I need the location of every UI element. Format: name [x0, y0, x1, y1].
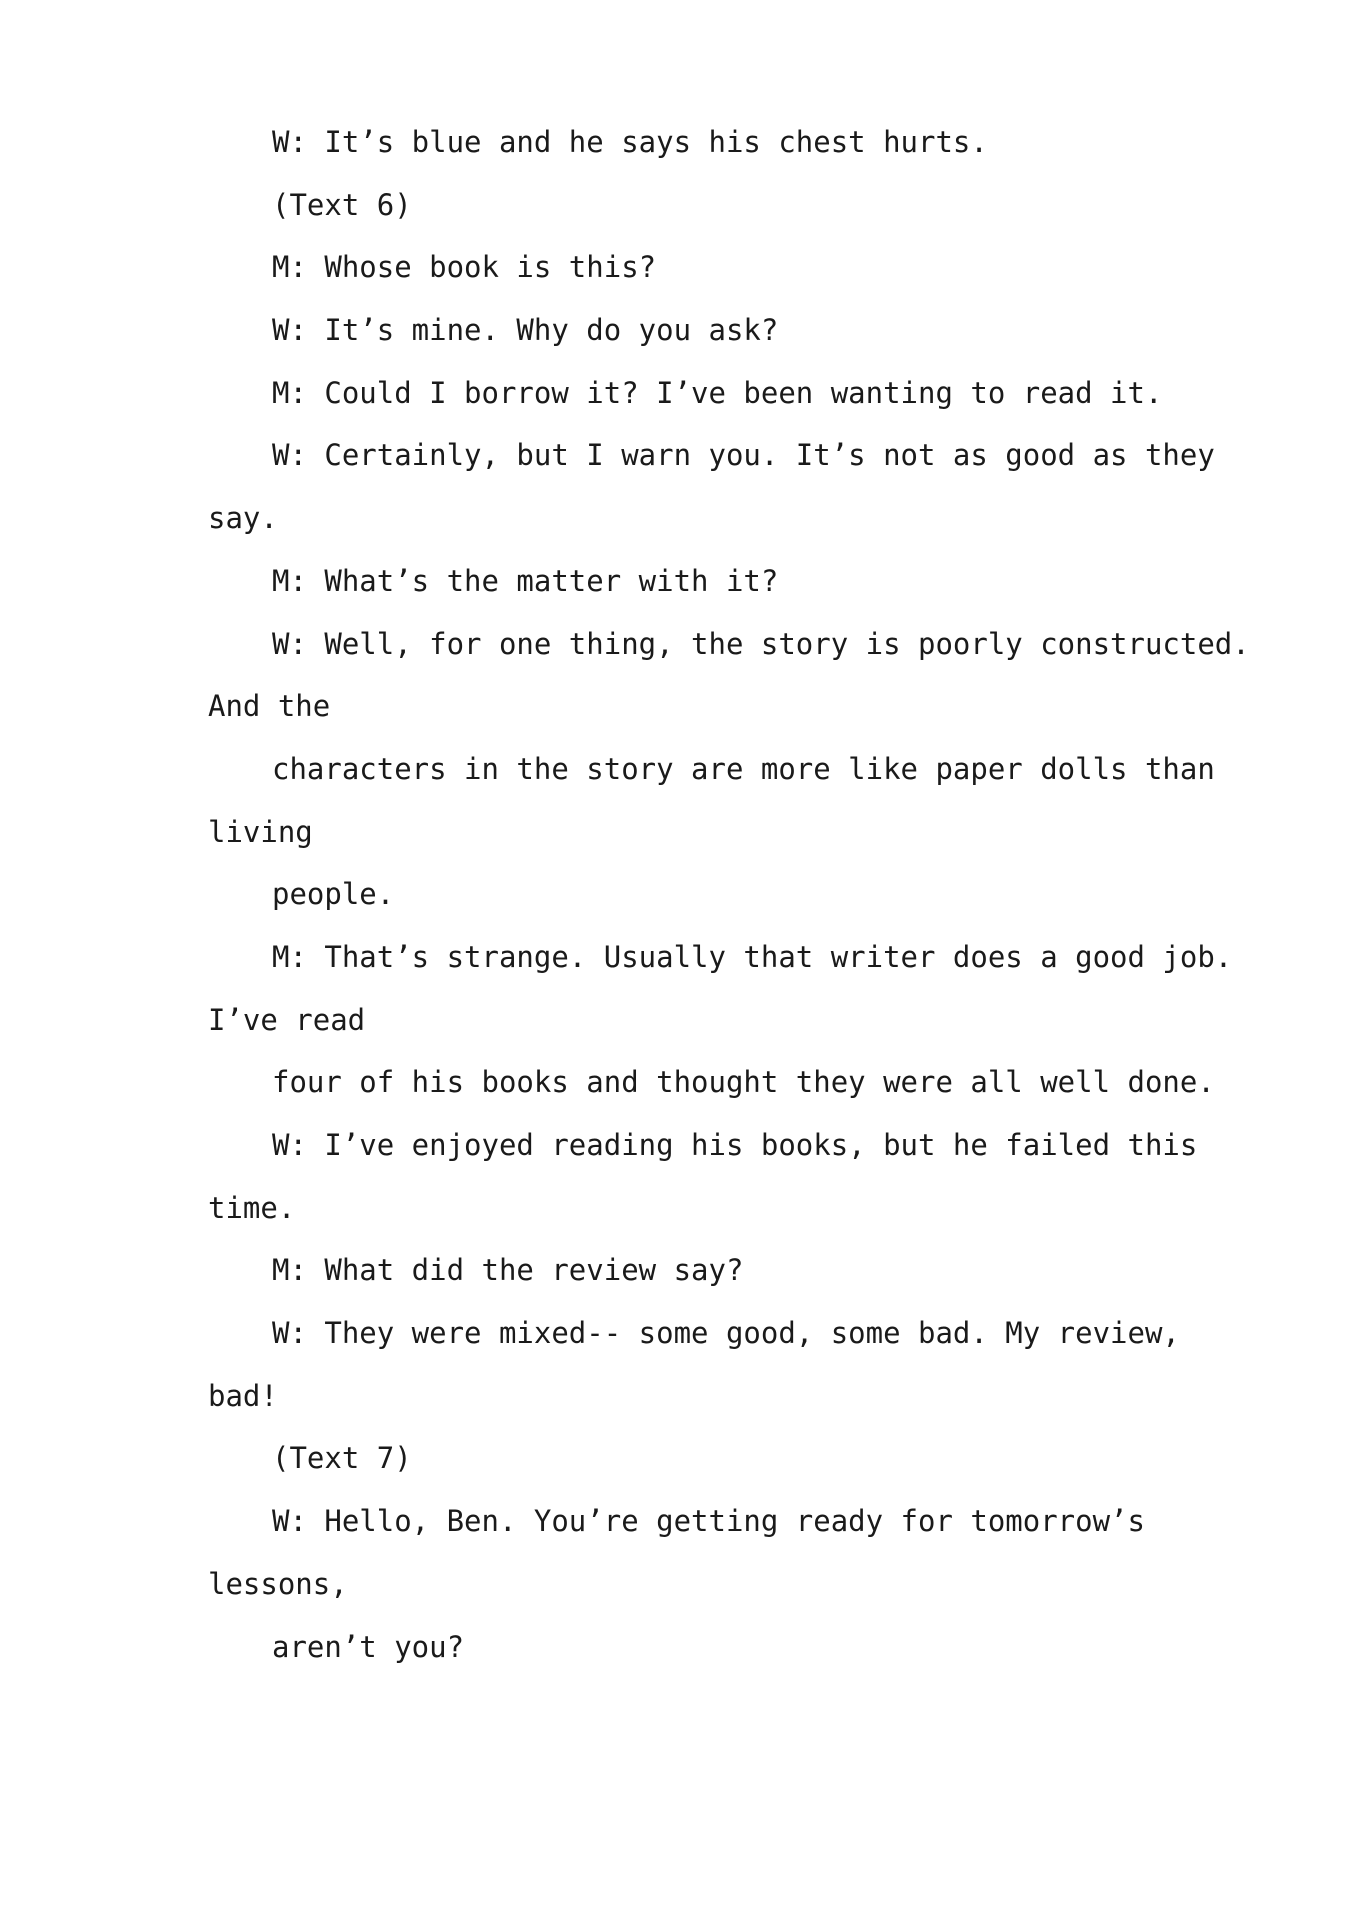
text-line: W: Hello, Ben. You’re getting ready for tomorrow’s: [272, 1504, 1145, 1539]
text-line: bad!: [208, 1378, 278, 1413]
text-line: M: What’s the matter with it?: [272, 563, 779, 598]
text-line: W: They were mixed-- some good, some bad. My review,: [272, 1316, 1180, 1351]
text-line: living: [208, 814, 313, 849]
text-line: W: I’ve enjoyed reading his books, but he failed this: [272, 1128, 1198, 1162]
text-line: (Text 6): [272, 187, 412, 222]
text-line: And the: [208, 689, 331, 724]
transcript-text: [208, 125, 1250, 1692]
text-line: M: What did the review say?: [272, 1253, 744, 1288]
text-line: W: It’s mine. Why do you ask?: [272, 313, 779, 348]
text-line: aren’t you?: [272, 1629, 465, 1664]
text-line: people.: [272, 877, 395, 912]
text-line: W: It’s blue and he says his chest hurts.: [272, 125, 988, 159]
text-line: four of his books and thought they were all well done.: [272, 1065, 1215, 1100]
text-line: lessons,: [208, 1566, 348, 1601]
text-line: M: Whose book is this?: [272, 250, 657, 285]
text-line: M: That’s strange. Usually that writer does a good job.: [272, 939, 1233, 974]
text-line: time.: [208, 1190, 296, 1225]
text-line: say.: [208, 501, 278, 536]
text-line: M: Could I borrow it? I’ve been wanting to read it.: [272, 375, 1163, 410]
text-line: characters in the story are more like paper dolls than: [272, 751, 1215, 786]
text-line: W: Well, for one thing, the story is poorly constructed.: [272, 626, 1250, 661]
text-line: W: Certainly, but I warn you. It’s not as good as they: [272, 438, 1215, 473]
text-line: (Text 7): [272, 1441, 412, 1476]
text-line: I’ve read: [208, 1002, 366, 1037]
